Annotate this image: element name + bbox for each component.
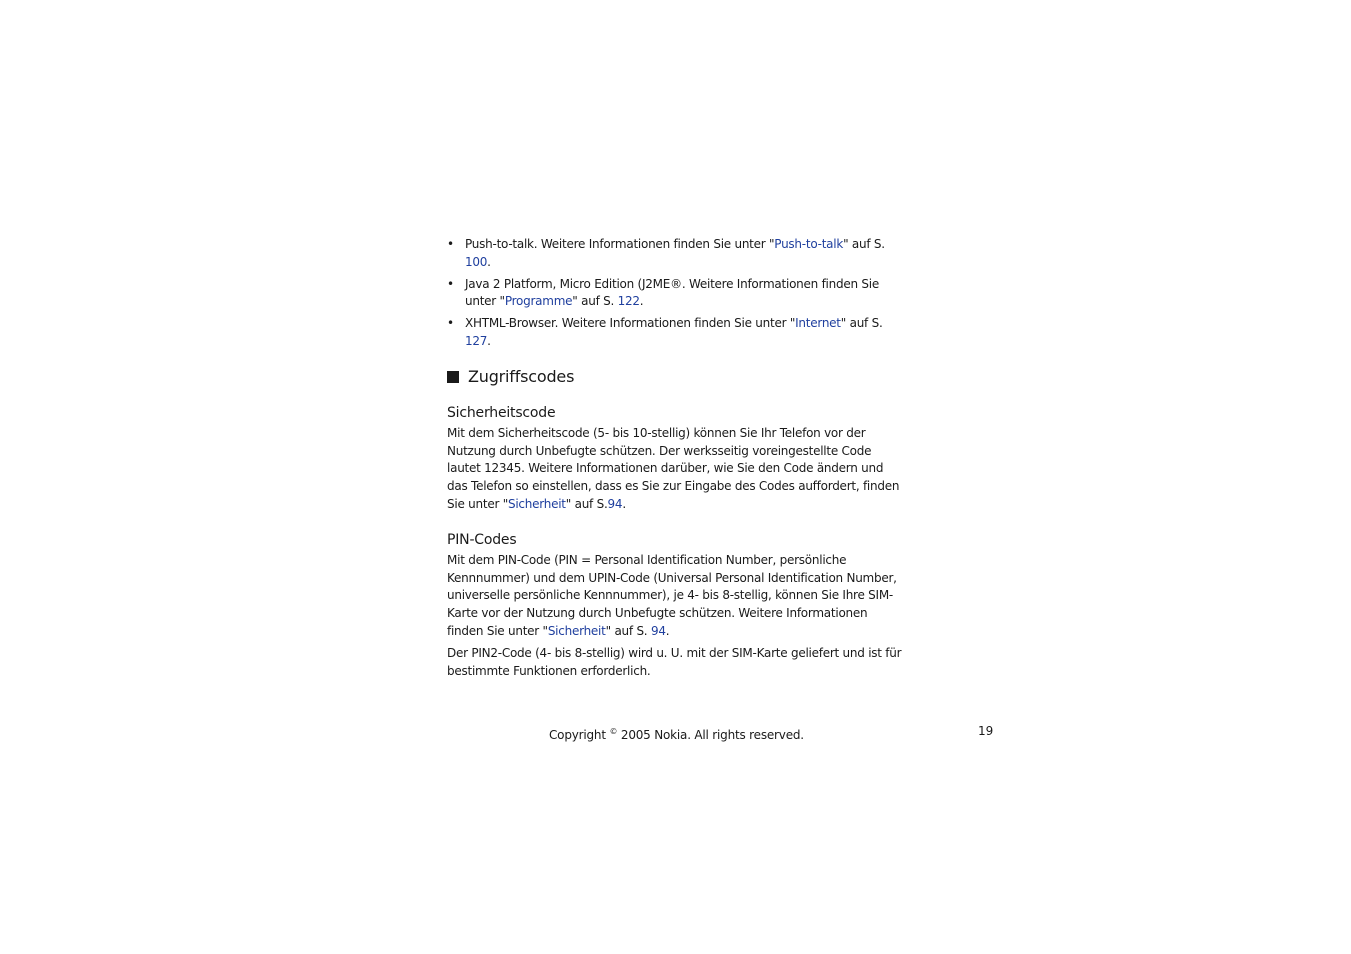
page-link-127[interactable]: 127 — [465, 333, 488, 348]
item-text: XHTML-Browser. Weitere Informationen finden Sie unter " — [465, 316, 796, 331]
list-item — [447, 236, 907, 272]
feature-list — [447, 236, 907, 351]
link-sicherheit[interactable]: Sicherheit — [507, 496, 566, 511]
copyright-text: Copyright — [549, 728, 610, 742]
copyright-notice — [549, 723, 804, 744]
bullet-icon: • — [447, 237, 454, 251]
link-push-to-talk[interactable]: Push-to-talk — [774, 237, 844, 251]
pin-code-paragraph — [447, 552, 907, 641]
page-link-94[interactable]: 94 — [650, 623, 666, 638]
paragraph-text: Mit dem PIN-Code (PIN = Personal Identification Number, persönliche Kennnummer) und dem UPIN-Code (Universal Personal Identification Number, universelle persönliche Kennnummer), je 4- bis 8-stellig, können Sie Ihre SIM-Karte vor der Nutzung durch Unbefugte schützen. Weitere Informationen finden Sie unter " — [447, 552, 897, 638]
item-text: . — [487, 254, 491, 269]
section-heading — [447, 367, 907, 387]
page-link-94[interactable]: 94 — [607, 496, 623, 511]
copyright-text: 2005 Nokia. All rights reserved. — [617, 728, 804, 742]
subheading-pin-codes: PIN-Codes — [447, 531, 517, 548]
bullet-icon: • — [447, 276, 454, 291]
list-item — [447, 276, 907, 312]
item-text: " auf S. — [572, 294, 618, 309]
page-link-122[interactable]: 122 — [617, 294, 640, 309]
link-internet[interactable]: Internet — [795, 316, 841, 331]
paragraph-text: . — [622, 496, 626, 511]
page-number: 19 — [978, 724, 994, 738]
pin2-paragraph: Der PIN2-Code (4- bis 8-stellig) wird u. U. mit der SIM-Karte geliefert und ist für bestimmte Funktionen erforderlich. — [447, 645, 902, 678]
page-link-100[interactable]: 100 — [465, 254, 488, 269]
list-item — [447, 315, 907, 351]
paragraph-text: Mit dem Sicherheitscode (5- bis 10-stellig) können Sie Ihr Telefon vor der Nutzung durch Unbefugte schützen. Der werksseitig voreingestellte Code lautet 12345. Weitere Informationen darüber, wie Sie den Code ändern und das Telefon so einstellen, dass es Sie zur Eingabe des Codes auffordert, finden Sie unter " — [447, 425, 900, 511]
item-text: Java 2 Platform, Micro Edition (J2ME®. Weitere Informationen finden Sie unter " — [465, 276, 879, 309]
item-text: . — [487, 333, 491, 348]
section-title: Zugriffscodes — [468, 366, 575, 386]
subheading-security-code: Sicherheitscode — [447, 404, 556, 421]
paragraph-text: . — [665, 623, 670, 638]
bullet-icon: • — [447, 316, 454, 331]
item-text: " auf S. — [840, 316, 883, 331]
item-text: " auf S. — [843, 237, 885, 251]
paragraph-text: " auf S. — [605, 623, 651, 638]
page-content — [447, 236, 907, 680]
item-text: . — [639, 294, 644, 309]
paragraph-text: " auf S. — [565, 496, 608, 511]
item-text: Push-to-talk. Weitere Informationen finden Sie unter " — [465, 237, 775, 251]
link-programme[interactable]: Programme — [504, 294, 573, 309]
security-code-paragraph — [447, 425, 907, 514]
copyright-symbol: © — [609, 727, 618, 736]
link-sicherheit[interactable]: Sicherheit — [547, 623, 606, 638]
square-bullet-icon — [447, 371, 459, 383]
